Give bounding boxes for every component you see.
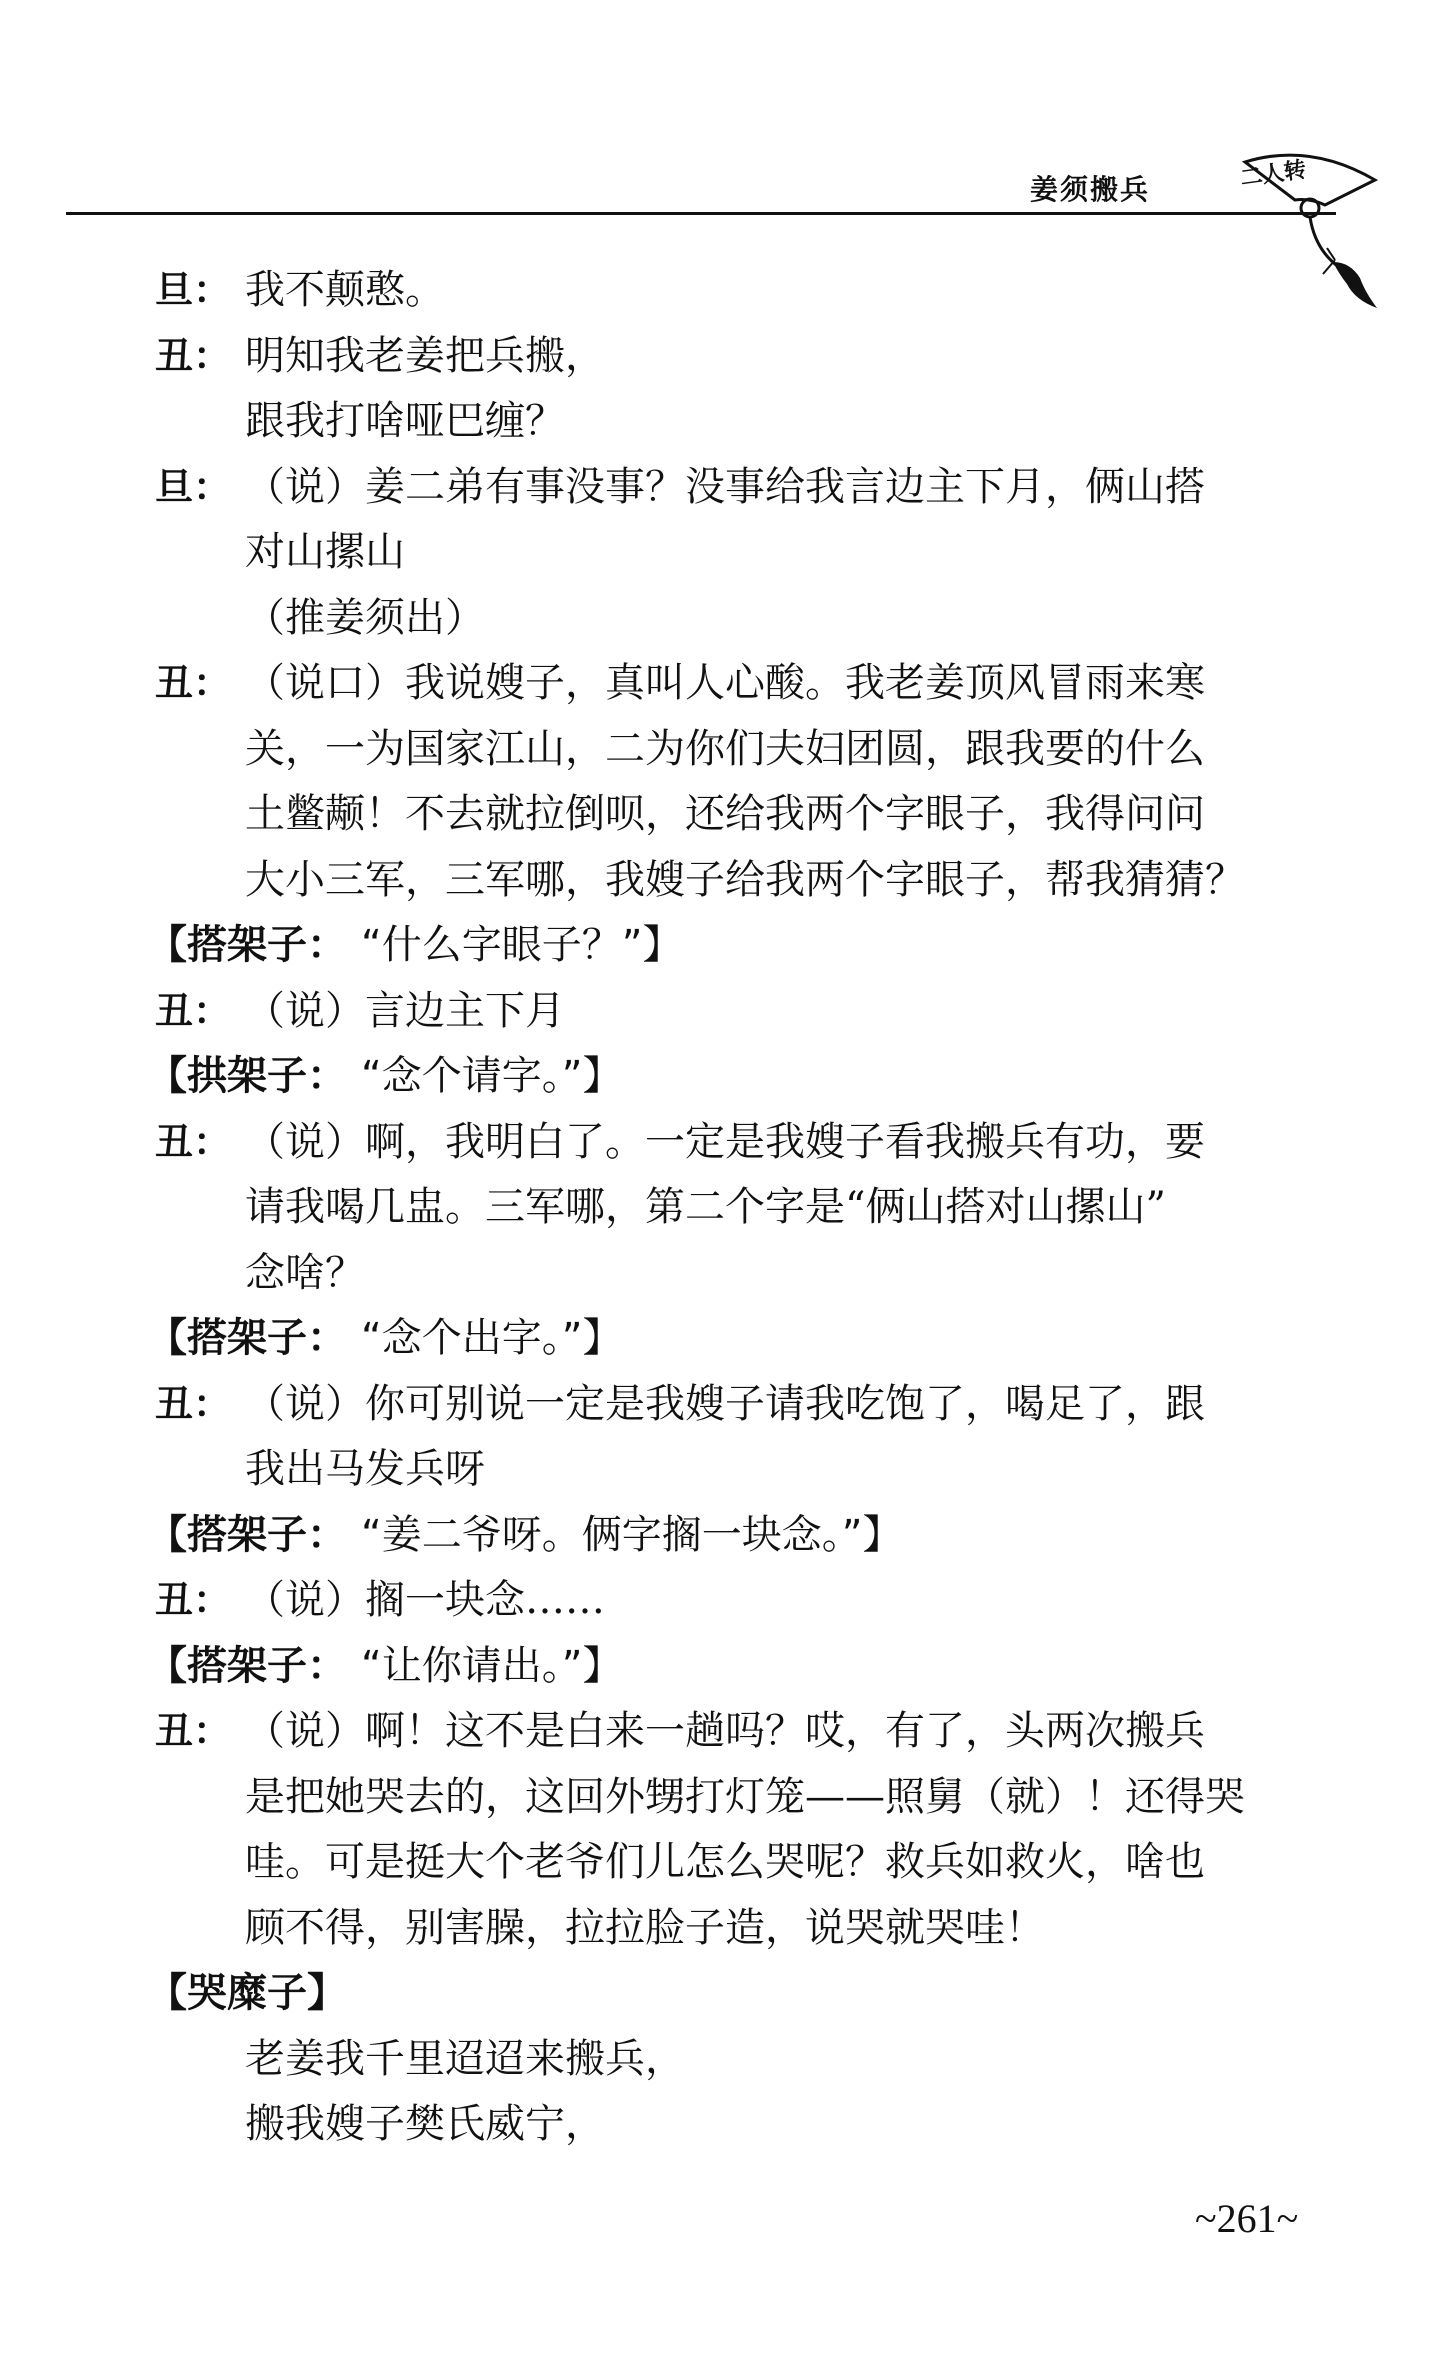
running-header-title: 姜须搬兵 xyxy=(1030,173,1151,206)
dialogue-text: 明知我老姜把兵搬， xyxy=(245,332,605,379)
speaker-label: 丑： xyxy=(155,1709,232,1753)
continuation-line: 顾不得，别害臊，拉拉脸子造，说哭就哭哇！ xyxy=(245,1904,1045,1951)
continuation-line: 大小三军，三军哪，我嫂子给我两个字眼子，帮我猜猜？ xyxy=(245,856,1245,903)
dialogue-text: （说）姜二弟有事没事？没事给我言边主下月，俩山搭 xyxy=(245,463,1205,510)
dialogue-text: （说）言边主下月 xyxy=(245,987,565,1034)
dialogue-line xyxy=(155,979,1325,1045)
continuation-line: 搬我嫂子樊氏威宁， xyxy=(245,2101,605,2147)
aside-label: 【搭架子： xyxy=(147,1315,347,1361)
aside-text: “念个请字。”】 xyxy=(361,1053,623,1099)
aside-label: 【搭架子： xyxy=(147,922,347,968)
dialogue-line xyxy=(155,651,1325,717)
aside-label: 【搭架子： xyxy=(147,1511,347,1558)
speaker-label: 旦： xyxy=(155,464,232,509)
continuation-line: 念啥？ xyxy=(245,1249,365,1296)
dialogue-line xyxy=(155,1372,1325,1438)
dialogue-line xyxy=(155,455,1325,521)
speaker-label: 丑： xyxy=(155,1578,232,1622)
dialogue-line xyxy=(155,1699,1325,1765)
speaker-label: 丑： xyxy=(155,661,232,705)
dialogue-line xyxy=(155,324,1325,390)
aside-text: “姜二爷呀。俩字搁一块念。”】 xyxy=(361,1511,903,1558)
dialogue-text: 我不颠憨。 xyxy=(245,267,445,313)
aside-label: 【搭架子： xyxy=(147,1642,347,1689)
stage-aside xyxy=(147,1503,1325,1569)
dialogue-line xyxy=(155,1110,1325,1176)
continuation-line: 老姜我千里迢迢来搬兵， xyxy=(245,2035,685,2082)
script-body xyxy=(147,258,1325,2158)
dialogue-text: （说）啊，我明白了。一定是我嫂子看我搬兵有功，要 xyxy=(245,1118,1205,1165)
dialogue-text: （说口）我说嫂子，真叫人心酸。我老姜顶风冒雨来寒 xyxy=(245,660,1205,706)
aside-text: “让你请出。”】 xyxy=(361,1642,623,1689)
aside-label: 【哭糜子】 xyxy=(147,1970,347,2016)
continuation-line: 对山摞山 xyxy=(245,529,405,575)
speaker-label: 丑： xyxy=(155,1381,232,1426)
speaker-label: 丑： xyxy=(155,1119,232,1164)
continuation-line: 我出马发兵呀 xyxy=(245,1446,485,1492)
aside-label: 【拱架子： xyxy=(147,1053,347,1099)
ornament-label: 二人转 xyxy=(1238,157,1308,192)
speaker-label: 丑： xyxy=(155,333,232,378)
dialogue-text: （说）啊！这不是白来一趟吗？哎，有了，头两次搬兵 xyxy=(245,1708,1205,1754)
stage-aside xyxy=(147,1044,1325,1110)
aside-text: “什么字眼子？”】 xyxy=(361,922,683,968)
dialogue-line xyxy=(155,1568,1325,1634)
continuation-line: 跟我打啥哑巴缠？ xyxy=(245,398,565,444)
stage-aside xyxy=(147,913,1325,979)
continuation-line: 土鳖颟！不去就拉倒呗，还给我两个字眼子，我得问问 xyxy=(245,791,1205,837)
aside-text: “念个出字。”】 xyxy=(361,1315,623,1361)
stage-aside xyxy=(147,1634,1325,1700)
continuation-line: 是把她哭去的，这回外甥打灯笼——照舅（就）！还得哭 xyxy=(245,1773,1245,1820)
dialogue-text: （说）搁一块念…… xyxy=(245,1577,605,1623)
stage-aside xyxy=(147,1961,1325,2027)
page-number: ~261~ xyxy=(1195,2196,1299,2241)
stage-aside xyxy=(147,1306,1325,1372)
dialogue-text: （说）你可别说一定是我嫂子请我吃饱了，喝足了，跟 xyxy=(245,1380,1205,1427)
continuation-line: 关，一为国家江山，二为你们夫妇团圆，跟我要的什么 xyxy=(245,725,1205,772)
continuation-line: （推姜须出） xyxy=(245,594,485,641)
header-rule xyxy=(66,212,1336,215)
speaker-label: 旦： xyxy=(155,268,232,312)
speaker-label: 丑： xyxy=(155,988,232,1033)
dialogue-line xyxy=(155,258,1325,324)
continuation-line: 请我喝几盅。三军哪，第二个字是“俩山搭对山摞山” xyxy=(245,1184,1166,1230)
continuation-line: 哇。可是挺大个老爷们儿怎么哭呢？救兵如救火，啥也 xyxy=(245,1839,1205,1885)
